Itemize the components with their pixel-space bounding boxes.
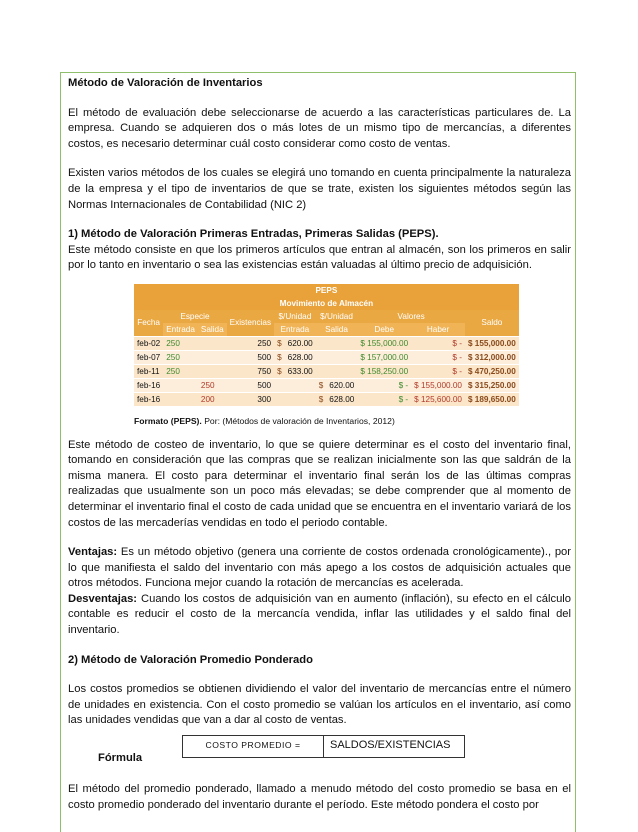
- cell-unidad-out-sign: [316, 336, 327, 350]
- cell-debe: $ 157,000.00: [357, 350, 411, 364]
- formula-right: SALDOS/EXISTENCIAS: [324, 736, 465, 758]
- cell-salida: [198, 336, 227, 350]
- paragraph-desventajas: [68, 592, 571, 639]
- cell-debe: $ -: [357, 378, 411, 392]
- cell-unidad-out: [326, 350, 357, 364]
- cell-entrada: 250: [163, 350, 198, 364]
- header-especie: Especie: [163, 310, 226, 323]
- header-fecha: Fecha: [134, 310, 163, 337]
- header-valores: Valores: [357, 310, 465, 323]
- cell-saldo: $ 155,000.00: [465, 336, 519, 350]
- cell-unidad-in-sign: [274, 378, 285, 392]
- cell-unidad-out: 628.00: [326, 392, 357, 406]
- header-unidad-2: $/Unidad: [316, 310, 358, 323]
- paragraph-promedio: Los costos promedios se obtienen dividiendo el valor del inventario de mercancías entre el número de unidades en existencia. Con el costo promedio se valúan los artículos en el inventario, así como las unidades vendidas que van a dar al costo de ventas.: [68, 683, 571, 727]
- table-row: [134, 364, 519, 378]
- cell-haber-sign: $: [452, 352, 457, 362]
- cell-debe: $ -: [357, 392, 411, 406]
- paragraph-ponderado: El método del promedio ponderado, llamado a menudo método del costo promedio se basa en el costo promedio ponderado del inventario durante el período. Este método pondera el costo por: [68, 783, 571, 811]
- header-haber: Haber: [411, 323, 465, 337]
- peps-subtitle: Movimiento de Almacén: [134, 297, 519, 310]
- formula-table: [182, 735, 465, 758]
- table-row: [134, 378, 519, 392]
- header-salida-2: Salida: [316, 323, 358, 337]
- formula-left: COSTO PROMEDIO =: [183, 736, 324, 758]
- peps-table-image: [134, 284, 516, 406]
- cell-unidad-out-sign: $: [316, 378, 327, 392]
- cell-debe: $ 158,250.00: [357, 364, 411, 378]
- cell-salida: [198, 364, 227, 378]
- header-entrada: Entrada: [163, 323, 198, 337]
- cell-unidad-in: 633.00: [285, 364, 316, 378]
- method-1-title: 1) Método de Valoración Primeras Entradas, Primeras Salidas (PEPS).: [68, 228, 439, 241]
- cell-haber-sign: $: [414, 380, 419, 390]
- cell-entrada: [163, 378, 198, 392]
- cell-unidad-in: 620.00: [285, 336, 316, 350]
- ventajas-text: Es un método objetivo (genera una corriente de costos ordenada cronológicamente)., por lo que manifiesta el saldo del inventario con más apego a los costos de adquisición actuales que otros métodos. Funciona mejor cuando la rotación de mercancías es acelerada.: [68, 546, 571, 590]
- cell-haber-sign: $: [452, 366, 457, 376]
- cell-unidad-out: 620.00: [326, 378, 357, 392]
- cell-haber-value: -: [459, 352, 462, 362]
- method-1-text: Este método consiste en que los primeros artículos que entran al almacén, son los primeros en salir por lo tanto en inventario o sea las existencias están valuadas al último precio de adquisición.: [68, 243, 571, 272]
- header-unidad-1: $/Unidad: [274, 310, 316, 323]
- cell-unidad-out-sign: [316, 350, 327, 364]
- paragraph-ventajas: [68, 545, 571, 592]
- cell-unidad-in: [285, 378, 316, 392]
- cell-existencias: 500: [227, 350, 274, 364]
- cell-saldo: $ 189,650.00: [465, 392, 519, 406]
- cell-entrada: [163, 392, 198, 406]
- cell-fecha: feb-16: [134, 378, 163, 392]
- cell-saldo: $ 470,250.00: [465, 364, 519, 378]
- cell-haber-sign: $: [452, 338, 457, 348]
- cell-haber: [411, 350, 465, 364]
- cell-existencias: 250: [227, 336, 274, 350]
- table-row: [134, 336, 519, 350]
- cell-unidad-out-sign: $: [316, 392, 327, 406]
- cell-unidad-out: [326, 364, 357, 378]
- cell-haber-value: 155,000.00: [420, 380, 462, 390]
- header-salida: Salida: [198, 323, 227, 337]
- header-entrada-2: Entrada: [274, 323, 316, 337]
- header-debe: Debe: [357, 323, 411, 337]
- cell-fecha: feb-11: [134, 364, 163, 378]
- cell-unidad-in-sign: [274, 392, 285, 406]
- cell-unidad-out-sign: [316, 364, 327, 378]
- cell-unidad-in-sign: $: [274, 336, 285, 350]
- method-2-title: 2) Método de Valoración Promedio Ponderado: [68, 653, 313, 666]
- cell-salida: [198, 350, 227, 364]
- cell-unidad-in-sign: $: [274, 350, 285, 364]
- cell-entrada: 250: [163, 336, 198, 350]
- cell-salida: 250: [198, 378, 227, 392]
- cell-debe: $ 155,000.00: [357, 336, 411, 350]
- cell-haber: [411, 378, 465, 392]
- cell-existencias: 500: [227, 378, 274, 392]
- cell-unidad-in: [285, 392, 316, 406]
- section-title: Método de Valoración de Inventarios: [68, 77, 263, 89]
- caption-bold: Formato (PEPS).: [134, 415, 202, 426]
- formula-label: Fórmula: [98, 752, 143, 765]
- cell-haber: [411, 336, 465, 350]
- cell-fecha: feb-02: [134, 336, 163, 350]
- cell-haber-value: -: [459, 366, 462, 376]
- cell-salida: 200: [198, 392, 227, 406]
- caption-source: Por: (Métodos de valoración de Inventarios, 2012): [201, 415, 395, 426]
- cell-existencias: 300: [227, 392, 274, 406]
- paragraph-intro: El método de evaluación debe seleccionarse de acuerdo a las características particulares de. La empresa. Cuando se adquieren dos o más lotes de un mismo tipo de mercancías, a diferentes costos, es necesario determinar cuál costo considerar como costo de ventas.: [68, 106, 571, 150]
- header-existencias: Existencias: [227, 310, 274, 337]
- cell-unidad-in-sign: $: [274, 364, 285, 378]
- header-saldo: Saldo: [465, 310, 519, 337]
- cell-haber-sign: $: [414, 394, 419, 404]
- cell-saldo: $ 312,000.00: [465, 350, 519, 364]
- desventajas-label: Desventajas:: [68, 592, 138, 605]
- ventajas-label: Ventajas:: [68, 546, 118, 559]
- document-body: [68, 76, 571, 813]
- table-row: [134, 350, 519, 364]
- cell-haber: [411, 392, 465, 406]
- paragraph-peps-explanation: Este método de costeo de inventario, lo que se quiere determinar es el costo del inventario final, tomando en consideración que las compras que se realizan inicialmente son las que saldrán de la misma manera. El costo para determinar el inventario final serán los de las últimas compras realizadas que usualmente son un poco más elevadas; se debe comprender que al momento de determinar el inventario final el costo de cada unidad que se encuentra en el inventario variará de los costos de las mercaderías vendidas en todo el periodo contable.: [68, 438, 571, 529]
- cell-haber-value: -: [459, 338, 462, 348]
- cell-haber-value: 125,600.00: [420, 394, 462, 404]
- peps-table: [134, 284, 519, 406]
- cell-fecha: feb-16: [134, 392, 163, 406]
- cell-haber: [411, 364, 465, 378]
- formula-block: [68, 735, 571, 775]
- cell-fecha: feb-07: [134, 350, 163, 364]
- cell-entrada: 250: [163, 364, 198, 378]
- cell-existencias: 750: [227, 364, 274, 378]
- peps-caption: [134, 414, 571, 430]
- desventajas-text: Cuando los costos de adquisición van en aumento (inflación), su efecto en el cálculo contable es reducir el costo de la mercancía vendida, inflar las utilidades y el saldo final del inventario.: [68, 592, 571, 637]
- cell-unidad-out: [326, 336, 357, 350]
- peps-title: PEPS: [134, 284, 519, 297]
- cell-unidad-in: 628.00: [285, 350, 316, 364]
- cell-saldo: $ 315,250.00: [465, 378, 519, 392]
- table-row: [134, 392, 519, 406]
- paragraph-methods: Existen varios métodos de los cuales se elegirá uno tomando en cuenta principalmente la naturaleza de la empresa y el tipo de inventarios de que se trate, existen los siguientes métodos según las Normas Internacionales de Contabilidad (NIC 2): [68, 167, 571, 211]
